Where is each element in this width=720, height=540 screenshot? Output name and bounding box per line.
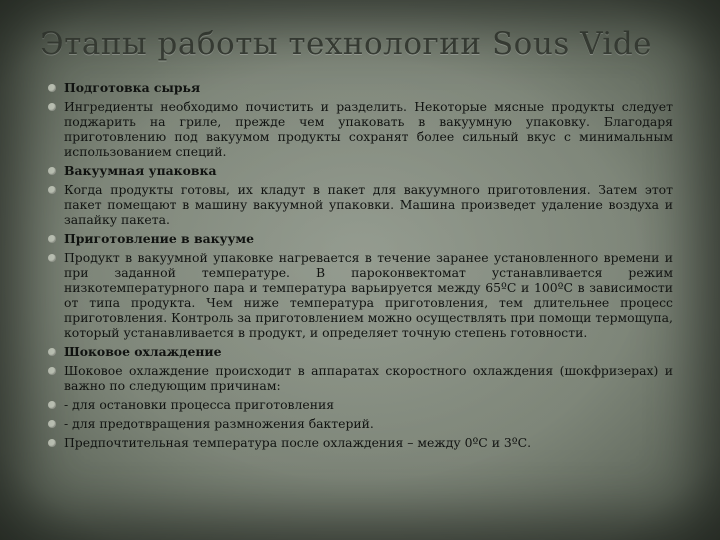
list-item-text: Шоковое охлаждение происходит в аппаратах скоростного охлаждения (шокфризерах) и важно по следующим причинам: — [64, 363, 673, 393]
bullet-dot-icon — [48, 439, 56, 447]
bullet-dot-icon — [48, 235, 56, 243]
bullet-list — [48, 80, 673, 454]
list-item — [48, 363, 673, 393]
list-item-text: Продукт в вакуумной упаковке нагревается в течение заранее установленного времени и при заданной температуре. В пароконвектомат устанавливается режим низкотемпературного пара и температура варьируется между 65ºС и 100ºС в зависимости от типа продукта. Чем ниже температура приготовления, тем длительнее процесс приготовления. Контроль за приготовлением можно осуществлять при помощи термощупа, который устанавливается в продукт, и определяет точную степень готовности. — [64, 250, 673, 340]
section-heading — [48, 80, 673, 95]
bullet-dot-icon — [48, 103, 56, 111]
list-item-text: Когда продукты готовы, их кладут в пакет для вакуумного приготовления. Затем этот пакет помещают в машину вакуумной упаковки. Машина произведет удаление воздуха и запайку пакета. — [64, 182, 673, 227]
section-heading-text: Приготовление в вакууме — [64, 231, 255, 246]
bullet-dot-icon — [48, 186, 56, 194]
section-heading — [48, 163, 673, 178]
list-item — [48, 99, 673, 159]
bullet-dot-icon — [48, 254, 56, 262]
section-heading-text: Вакуумная упаковка — [64, 163, 217, 178]
bullet-dot-icon — [48, 367, 56, 375]
list-item — [48, 250, 673, 340]
list-item-text: - для предотвращения размножения бактерий. — [64, 416, 374, 431]
list-item-text: Предпочтительная температура после охлаждения – между 0ºС и 3ºС. — [64, 435, 532, 450]
bullet-dot-icon — [48, 401, 56, 409]
list-item — [48, 416, 673, 431]
section-heading-text: Подготовка сырья — [64, 80, 201, 95]
list-item-text: - для остановки процесса приготовления — [64, 397, 335, 412]
slide-title: Этапы работы технологии Sous Vide — [40, 26, 653, 62]
section-heading — [48, 231, 673, 246]
bullet-dot-icon — [48, 420, 56, 428]
list-item-text: Ингредиенты необходимо почистить и разделить. Некоторые мясные продукты следует поджарить на гриле, прежде чем упаковать в вакуумную упаковку. Благодаря приготовлению под вакуумом продукты сохранят более сильный вкус с минимальным использованием специй. — [64, 99, 673, 159]
bullet-dot-icon — [48, 84, 56, 92]
section-heading — [48, 344, 673, 359]
list-item — [48, 435, 673, 450]
bullet-dot-icon — [48, 348, 56, 356]
list-item — [48, 182, 673, 227]
list-item — [48, 397, 673, 412]
section-heading-text: Шоковое охлаждение — [64, 344, 222, 359]
bullet-dot-icon — [48, 167, 56, 175]
